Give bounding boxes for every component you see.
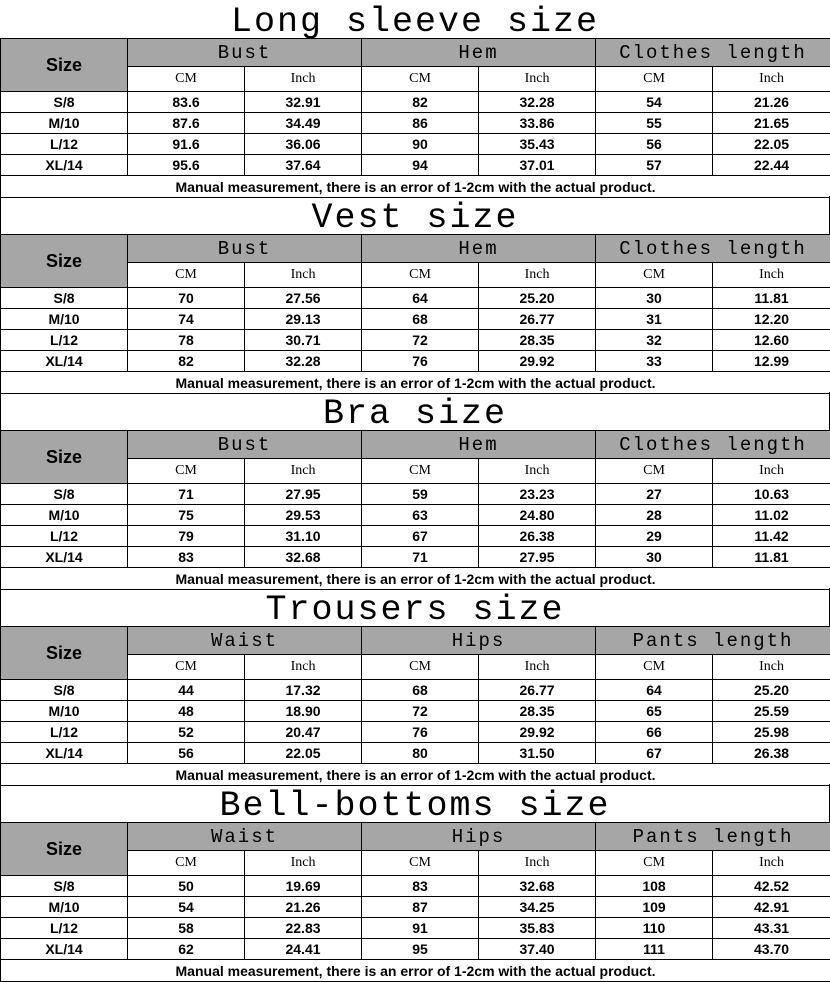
unit-label: CM: [128, 263, 245, 288]
size-cell: XL/14: [1, 155, 128, 176]
size-cell: S/8: [1, 680, 128, 701]
size-table-block: [0, 196, 830, 392]
measurement-cell: 42.91: [713, 897, 830, 918]
measurement-cell: 37.40: [479, 939, 596, 960]
measurement-cell: 35.83: [479, 918, 596, 939]
note-row: [1, 568, 830, 590]
table-title: Bra size: [0, 392, 830, 430]
table-row: [1, 876, 830, 897]
measurement-cell: 83: [128, 547, 245, 568]
measurement-cell: 29.53: [245, 505, 362, 526]
unit-label: CM: [128, 67, 245, 92]
unit-label: Inch: [245, 655, 362, 680]
table-row: [1, 484, 830, 505]
table-header-row: [1, 823, 830, 851]
measurement-group-header: Hips: [362, 823, 596, 851]
size-table: [0, 626, 830, 786]
measurement-cell: 67: [596, 743, 713, 764]
measurement-cell: 82: [128, 351, 245, 372]
size-cell: S/8: [1, 876, 128, 897]
size-cell: S/8: [1, 484, 128, 505]
measurement-cell: 68: [362, 309, 479, 330]
measurement-cell: 109: [596, 897, 713, 918]
unit-label: CM: [128, 851, 245, 876]
measurement-cell: 75: [128, 505, 245, 526]
size-table: [0, 822, 830, 982]
measurement-cell: 11.02: [713, 505, 830, 526]
measurement-cell: 87: [362, 897, 479, 918]
measurement-cell: 35.43: [479, 134, 596, 155]
measurement-cell: 27.95: [245, 484, 362, 505]
table-row: [1, 547, 830, 568]
measurement-cell: 28: [596, 505, 713, 526]
measurement-cell: 26.77: [479, 680, 596, 701]
unit-label: Inch: [245, 263, 362, 288]
measurement-cell: 34.49: [245, 113, 362, 134]
unit-label: CM: [362, 459, 479, 484]
measurement-cell: 12.20: [713, 309, 830, 330]
unit-label: CM: [596, 67, 713, 92]
measurement-cell: 63: [362, 505, 479, 526]
table-row: [1, 330, 830, 351]
unit-label: CM: [128, 459, 245, 484]
measurement-cell: 12.60: [713, 330, 830, 351]
unit-label: CM: [128, 655, 245, 680]
table-title: Bell-bottoms size: [0, 784, 830, 822]
measurement-cell: 25.98: [713, 722, 830, 743]
table-row: [1, 505, 830, 526]
measurement-cell: 56: [128, 743, 245, 764]
measurement-cell: 95.6: [128, 155, 245, 176]
measurement-cell: 76: [362, 351, 479, 372]
measurement-cell: 19.69: [245, 876, 362, 897]
measurement-group-header: Hem: [362, 235, 596, 263]
measurement-group-header: Pants length: [596, 627, 830, 655]
measurement-group-header: Waist: [128, 627, 362, 655]
measurement-cell: 34.25: [479, 897, 596, 918]
measurement-cell: 27.95: [479, 547, 596, 568]
size-cell: L/12: [1, 330, 128, 351]
measurement-group-header: Bust: [128, 431, 362, 459]
unit-label: Inch: [479, 851, 596, 876]
table-row: [1, 526, 830, 547]
measurement-cell: 32.68: [245, 547, 362, 568]
measurement-cell: 22.05: [713, 134, 830, 155]
measurement-cell: 72: [362, 330, 479, 351]
measurement-cell: 90: [362, 134, 479, 155]
measurement-cell: 83: [362, 876, 479, 897]
table-title: Trousers size: [0, 588, 830, 626]
unit-label: Inch: [713, 851, 830, 876]
measurement-cell: 43.70: [713, 939, 830, 960]
size-column-header: Size: [1, 39, 128, 92]
unit-label: CM: [362, 263, 479, 288]
unit-label: Inch: [713, 459, 830, 484]
measurement-cell: 71: [128, 484, 245, 505]
measurement-cell: 79: [128, 526, 245, 547]
note-row: [1, 960, 830, 982]
measurement-cell: 10.63: [713, 484, 830, 505]
measurement-cell: 11.42: [713, 526, 830, 547]
table-header-row: [1, 627, 830, 655]
measurement-cell: 25.20: [713, 680, 830, 701]
unit-label: CM: [362, 67, 479, 92]
measurement-cell: 30.71: [245, 330, 362, 351]
table-row: [1, 309, 830, 330]
measurement-cell: 26.77: [479, 309, 596, 330]
measurement-cell: 21.26: [245, 897, 362, 918]
measurement-cell: 32.91: [245, 92, 362, 113]
table-header-row: [1, 235, 830, 263]
table-row: [1, 897, 830, 918]
unit-label: Inch: [479, 459, 596, 484]
measurement-cell: 56: [596, 134, 713, 155]
measurement-cell: 29.92: [479, 351, 596, 372]
measurement-cell: 32.28: [245, 351, 362, 372]
table-row: [1, 939, 830, 960]
unit-label: Inch: [713, 263, 830, 288]
table-row: [1, 155, 830, 176]
measurement-group-header: Hem: [362, 39, 596, 67]
measurement-cell: 72: [362, 701, 479, 722]
measurement-cell: 44: [128, 680, 245, 701]
unit-label: Inch: [479, 67, 596, 92]
unit-label: Inch: [245, 459, 362, 484]
measurement-cell: 71: [362, 547, 479, 568]
measurement-cell: 36.06: [245, 134, 362, 155]
size-cell: L/12: [1, 722, 128, 743]
measurement-cell: 29: [596, 526, 713, 547]
measurement-note: Manual measurement, there is an error of 1-2cm with the actual product.: [1, 568, 830, 590]
measurement-cell: 80: [362, 743, 479, 764]
table-row: [1, 134, 830, 155]
table-row: [1, 918, 830, 939]
size-table-block: [0, 588, 830, 784]
table-title: Vest size: [0, 196, 830, 234]
unit-label: Inch: [245, 851, 362, 876]
unit-label: CM: [362, 851, 479, 876]
measurement-cell: 21.26: [713, 92, 830, 113]
measurement-group-header: Clothes length: [596, 39, 830, 67]
size-table: [0, 430, 830, 590]
measurement-cell: 37.01: [479, 155, 596, 176]
measurement-cell: 11.81: [713, 288, 830, 309]
measurement-cell: 33.86: [479, 113, 596, 134]
measurement-note: Manual measurement, there is an error of 1-2cm with the actual product.: [1, 176, 830, 198]
table-header-row: [1, 39, 830, 67]
measurement-cell: 32: [596, 330, 713, 351]
size-cell: M/10: [1, 897, 128, 918]
measurement-cell: 91: [362, 918, 479, 939]
unit-label: Inch: [713, 655, 830, 680]
size-cell: M/10: [1, 113, 128, 134]
measurement-cell: 30: [596, 547, 713, 568]
measurement-cell: 74: [128, 309, 245, 330]
measurement-cell: 26.38: [479, 526, 596, 547]
measurement-cell: 17.32: [245, 680, 362, 701]
size-table: [0, 38, 830, 198]
measurement-cell: 37.64: [245, 155, 362, 176]
measurement-cell: 25.20: [479, 288, 596, 309]
note-row: [1, 372, 830, 394]
size-column-header: Size: [1, 823, 128, 876]
size-column-header: Size: [1, 627, 128, 680]
measurement-group-header: Waist: [128, 823, 362, 851]
measurement-cell: 12.99: [713, 351, 830, 372]
size-cell: XL/14: [1, 351, 128, 372]
measurement-cell: 66: [596, 722, 713, 743]
unit-label: CM: [596, 851, 713, 876]
size-cell: XL/14: [1, 743, 128, 764]
unit-label: Inch: [479, 655, 596, 680]
measurement-cell: 26.38: [713, 743, 830, 764]
measurement-cell: 20.47: [245, 722, 362, 743]
size-cell: M/10: [1, 505, 128, 526]
measurement-cell: 29.13: [245, 309, 362, 330]
measurement-note: Manual measurement, there is an error of 1-2cm with the actual product.: [1, 372, 830, 394]
measurement-cell: 78: [128, 330, 245, 351]
measurement-cell: 27.56: [245, 288, 362, 309]
measurement-cell: 94: [362, 155, 479, 176]
measurement-cell: 64: [362, 288, 479, 309]
unit-label: Inch: [713, 67, 830, 92]
measurement-cell: 82: [362, 92, 479, 113]
measurement-group-header: Clothes length: [596, 235, 830, 263]
measurement-cell: 22.83: [245, 918, 362, 939]
measurement-group-header: Hips: [362, 627, 596, 655]
measurement-group-header: Bust: [128, 235, 362, 263]
measurement-cell: 67: [362, 526, 479, 547]
unit-label: CM: [596, 655, 713, 680]
measurement-cell: 24.41: [245, 939, 362, 960]
measurement-note: Manual measurement, there is an error of 1-2cm with the actual product.: [1, 960, 830, 982]
measurement-group-header: Clothes length: [596, 431, 830, 459]
unit-label: CM: [596, 459, 713, 484]
measurement-cell: 57: [596, 155, 713, 176]
unit-label: Inch: [479, 263, 596, 288]
measurement-cell: 87.6: [128, 113, 245, 134]
measurement-cell: 30: [596, 288, 713, 309]
measurement-cell: 43.31: [713, 918, 830, 939]
measurement-cell: 50: [128, 876, 245, 897]
measurement-cell: 31.10: [245, 526, 362, 547]
size-column-header: Size: [1, 431, 128, 484]
measurement-cell: 28.35: [479, 701, 596, 722]
size-cell: L/12: [1, 134, 128, 155]
table-row: [1, 92, 830, 113]
measurement-note: Manual measurement, there is an error of 1-2cm with the actual product.: [1, 764, 830, 786]
table-row: [1, 680, 830, 701]
measurement-cell: 108: [596, 876, 713, 897]
table-row: [1, 743, 830, 764]
measurement-cell: 42.52: [713, 876, 830, 897]
note-row: [1, 764, 830, 786]
measurement-cell: 59: [362, 484, 479, 505]
measurement-cell: 21.65: [713, 113, 830, 134]
table-row: [1, 288, 830, 309]
measurement-cell: 86: [362, 113, 479, 134]
table-row: [1, 351, 830, 372]
size-cell: XL/14: [1, 939, 128, 960]
measurement-cell: 76: [362, 722, 479, 743]
unit-label: Inch: [245, 67, 362, 92]
measurement-cell: 18.90: [245, 701, 362, 722]
size-cell: L/12: [1, 918, 128, 939]
measurement-group-header: Hem: [362, 431, 596, 459]
measurement-cell: 83.6: [128, 92, 245, 113]
measurement-cell: 11.81: [713, 547, 830, 568]
measurement-cell: 28.35: [479, 330, 596, 351]
measurement-cell: 23.23: [479, 484, 596, 505]
size-cell: XL/14: [1, 547, 128, 568]
measurement-cell: 31.50: [479, 743, 596, 764]
measurement-cell: 55: [596, 113, 713, 134]
measurement-cell: 62: [128, 939, 245, 960]
measurement-cell: 54: [596, 92, 713, 113]
measurement-cell: 70: [128, 288, 245, 309]
size-cell: M/10: [1, 701, 128, 722]
measurement-cell: 22.05: [245, 743, 362, 764]
table-row: [1, 722, 830, 743]
size-cell: M/10: [1, 309, 128, 330]
measurement-cell: 31: [596, 309, 713, 330]
size-cell: L/12: [1, 526, 128, 547]
table-title: Long sleeve size: [0, 0, 830, 38]
note-row: [1, 176, 830, 198]
table-row: [1, 113, 830, 134]
size-column-header: Size: [1, 235, 128, 288]
measurement-cell: 58: [128, 918, 245, 939]
table-row: [1, 701, 830, 722]
measurement-cell: 52: [128, 722, 245, 743]
measurement-group-header: Bust: [128, 39, 362, 67]
measurement-cell: 32.28: [479, 92, 596, 113]
size-table-block: [0, 392, 830, 588]
measurement-cell: 22.44: [713, 155, 830, 176]
measurement-cell: 91.6: [128, 134, 245, 155]
measurement-cell: 54: [128, 897, 245, 918]
measurement-cell: 110: [596, 918, 713, 939]
measurement-cell: 33: [596, 351, 713, 372]
measurement-cell: 25.59: [713, 701, 830, 722]
unit-label: CM: [362, 655, 479, 680]
measurement-cell: 48: [128, 701, 245, 722]
measurement-cell: 29.92: [479, 722, 596, 743]
size-cell: S/8: [1, 92, 128, 113]
measurement-cell: 95: [362, 939, 479, 960]
size-table-block: [0, 0, 830, 196]
measurement-cell: 68: [362, 680, 479, 701]
unit-label: CM: [596, 263, 713, 288]
measurement-cell: 64: [596, 680, 713, 701]
table-header-row: [1, 431, 830, 459]
size-table: [0, 234, 830, 394]
size-cell: S/8: [1, 288, 128, 309]
measurement-cell: 27: [596, 484, 713, 505]
measurement-cell: 24.80: [479, 505, 596, 526]
size-table-block: [0, 784, 830, 981]
measurement-cell: 65: [596, 701, 713, 722]
measurement-group-header: Pants length: [596, 823, 830, 851]
measurement-cell: 32.68: [479, 876, 596, 897]
measurement-cell: 111: [596, 939, 713, 960]
